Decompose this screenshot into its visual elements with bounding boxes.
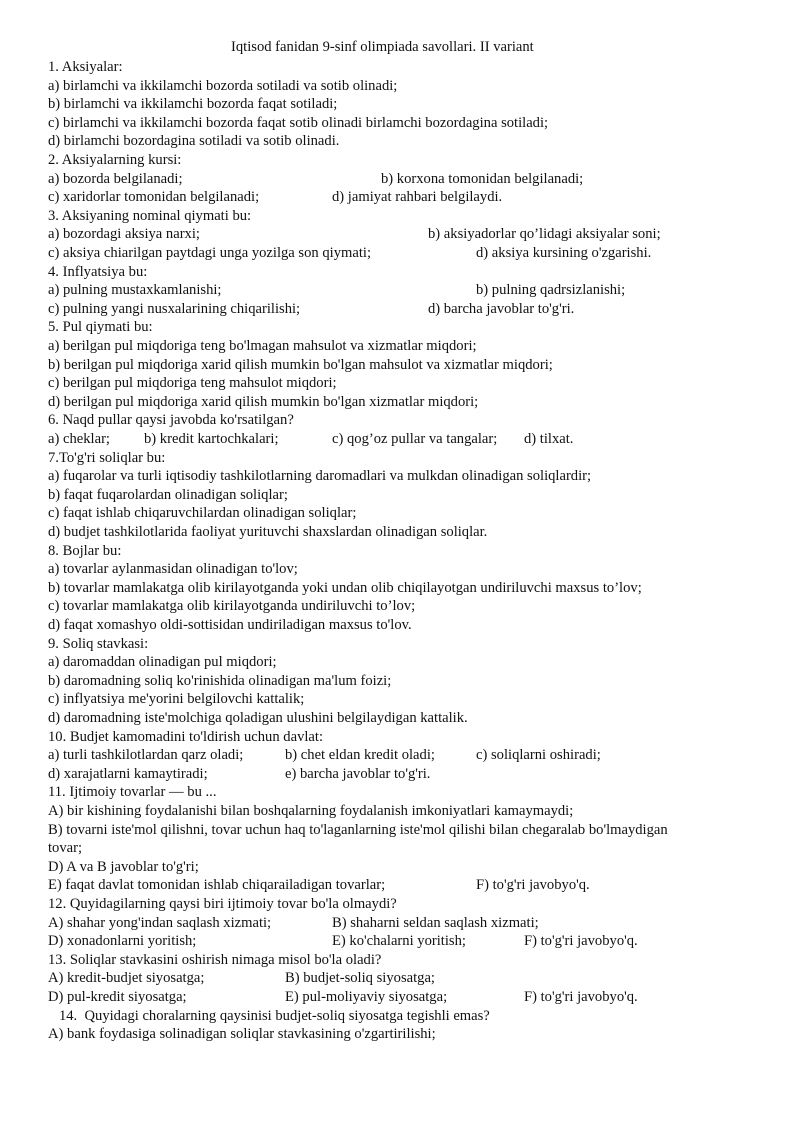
option-12e: E) ko'chalarni yoritish; xyxy=(332,933,466,950)
option-3b: b) aksiyadorlar qo’lidagi aksiyalar soni; xyxy=(428,226,661,243)
options-11ef xyxy=(48,876,760,895)
option-12d: D) xonadonlarni yoritish; xyxy=(48,933,197,950)
option-12b: B) shaharni seldan saqlash xizmati; xyxy=(332,914,539,931)
option-9a xyxy=(48,653,760,672)
option-1a xyxy=(48,77,760,96)
option-7c xyxy=(48,504,760,523)
option-text: a) birlamchi va ikkilamchi bozorda sotiladi va sotib olinadi; xyxy=(48,77,398,94)
option-10c: c) soliqlarni oshiradi; xyxy=(476,747,601,764)
question-6 xyxy=(48,411,760,430)
options-13def xyxy=(48,988,760,1007)
option-text: a) berilgan pul miqdoriga teng bo'lmagan mahsulot va xizmatlar miqdori; xyxy=(48,338,477,354)
option-2b: b) korxona tomonidan belgilanadi; xyxy=(381,170,584,187)
question-7 xyxy=(48,449,760,468)
option-9b xyxy=(48,672,760,691)
option-5a xyxy=(48,337,760,356)
option-text: a) fuqarolar va turli iqtisodiy tashkilotlarning daromadlari va mulkdan olinadigan soliqlardir; xyxy=(48,468,592,485)
option-11b-line2 xyxy=(48,839,760,858)
options-3ab xyxy=(48,225,760,244)
options-2cd xyxy=(48,188,760,207)
options-3cd xyxy=(48,244,760,263)
option-3d: d) aksiya kursining o'zgarishi. xyxy=(476,245,652,261)
option-4b: b) pulning qadrsizlanishi; xyxy=(476,282,626,299)
option-text: tovar; xyxy=(48,840,83,857)
option-13f: F) to'g'ri javobyo'q. xyxy=(524,989,638,1005)
document-title: Iqtisod fanidan 9-sinf olimpiada savollari. II variant xyxy=(231,39,534,55)
option-6a: a) cheklar; xyxy=(48,431,110,447)
option-11f: F) to'g'ri javobyo'q. xyxy=(476,877,590,894)
option-13e: E) pul-moliyaviy siyosatga; xyxy=(285,989,448,1005)
options-6 xyxy=(48,430,760,449)
option-6b: b) kredit kartochkalari; xyxy=(144,431,279,447)
option-12f: F) to'g'ri javobyo'q. xyxy=(524,933,638,950)
option-text: c) birlamchi va ikkilamchi bozorda faqat sotib olinadi birlamchi bozordagina sotiladi; xyxy=(48,114,549,131)
question-9 xyxy=(48,635,760,654)
option-3c: c) aksiya chiarilgan paytdagi unga yozilga son qiymati; xyxy=(48,245,371,261)
option-text: b) faqat fuqarolardan olinadigan soliqlar; xyxy=(48,486,288,503)
option-2c: c) xaridorlar tomonidan belgilanadi; xyxy=(48,189,260,206)
question-4 xyxy=(48,263,760,282)
option-text: c) inflyatsiya me'yorini belgilovchi kattalik; xyxy=(48,691,305,708)
option-text: A) bir kishining foydalanishi bilan boshqalarning foydalanish imkoniyatlari kamaymaydi; xyxy=(48,803,574,819)
option-text: d) daromadning iste'molchiga qoladigan ulushini belgilaydigan kattalik. xyxy=(48,710,468,726)
question-text: 4. Inflyatsiya bu: xyxy=(48,263,148,280)
option-text: b) tovarlar mamlakatga olib kirilayotganda yoki undan olib chiqilayotgan undiriluvchi maxsus to’lov; xyxy=(48,579,642,596)
option-text: b) daromadning soliq ko'rinishida olinadigan ma'lum foizi; xyxy=(48,672,392,689)
question-text: 12. Quyidagilarning qaysi biri ijtimoiy tovar bo'la olmaydi? xyxy=(48,896,397,912)
option-1d xyxy=(48,132,760,151)
option-text: a) tovarlar aylanmasidan olinadigan to'lov; xyxy=(48,561,298,578)
option-7d xyxy=(48,523,760,542)
question-text: 1. Aksiyalar: xyxy=(48,59,123,75)
question-text: 5. Pul qiymati bu: xyxy=(48,319,153,336)
option-10e: e) barcha javoblar to'g'ri. xyxy=(285,765,431,782)
option-8b xyxy=(48,579,760,598)
option-9c xyxy=(48,690,760,709)
options-2ab xyxy=(48,170,760,189)
question-8 xyxy=(48,542,760,561)
question-2 xyxy=(48,151,760,170)
option-text: c) tovarlar mamlakatga olib kirilayotganda undiriluvchi to’lov; xyxy=(48,598,416,615)
options-10abc xyxy=(48,746,760,765)
option-7b xyxy=(48,486,760,505)
option-8a xyxy=(48,560,760,579)
question-10 xyxy=(48,728,760,747)
option-13d: D) pul-kredit siyosatga; xyxy=(48,989,187,1005)
question-text: 2. Aksiyalarning kursi: xyxy=(48,152,182,168)
option-text: d) faqat xomashyo oldi-sottisidan undiriladigan maxsus to'lov. xyxy=(48,617,412,633)
question-text: 8. Bojlar bu: xyxy=(48,542,122,559)
option-11a xyxy=(48,802,760,821)
option-text: c) faqat ishlab chiqaruvchilardan olinadigan soliqlar; xyxy=(48,505,357,522)
question-1 xyxy=(48,58,760,77)
options-10de xyxy=(48,765,760,784)
option-12a: A) shahar yong'indan saqlash xizmati; xyxy=(48,914,272,931)
question-14 xyxy=(48,1007,760,1026)
option-13b: B) budjet-soliq siyosatga; xyxy=(285,970,435,987)
option-11b-line1 xyxy=(48,821,760,840)
option-5b xyxy=(48,356,760,375)
options-13ab xyxy=(48,969,760,988)
option-2a: a) bozorda belgilanadi; xyxy=(48,170,183,187)
question-text: 14. Quyidagi choralarning qaysinisi budjet-soliq siyosatga tegishli emas? xyxy=(48,1007,490,1024)
option-4a: a) pulning mustaxkamlanishi; xyxy=(48,282,222,299)
option-6d: d) tilxat. xyxy=(524,431,574,447)
question-text: 9. Soliq stavkasi: xyxy=(48,635,149,652)
question-5 xyxy=(48,318,760,337)
option-14a xyxy=(48,1025,760,1044)
options-12def xyxy=(48,932,760,951)
question-text: 3. Aksiyaning nominal qiymati bu: xyxy=(48,207,252,224)
option-5d xyxy=(48,393,760,412)
option-7a xyxy=(48,467,760,486)
option-13a: A) kredit-budjet siyosatga; xyxy=(48,970,205,987)
option-8c xyxy=(48,597,760,616)
option-4d: d) barcha javoblar to'g'ri. xyxy=(428,300,575,317)
option-1b xyxy=(48,95,760,114)
option-text: d) budjet tashkilotlarida faoliyat yurituvchi shaxslardan olinadigan soliqlar. xyxy=(48,524,488,540)
question-3 xyxy=(48,207,760,226)
option-text: D) A va B javoblar to'g'ri; xyxy=(48,858,199,875)
question-text: 10. Budjet kamomadini to'ldirish uchun davlat: xyxy=(48,728,324,745)
document-title-line xyxy=(48,38,760,57)
option-2d: d) jamiyat rahbari belgilaydi. xyxy=(332,189,503,206)
option-11d xyxy=(48,858,760,877)
option-8d xyxy=(48,616,760,635)
options-4ab xyxy=(48,281,760,300)
option-text: c) berilgan pul miqdoriga teng mahsulot miqdori; xyxy=(48,375,337,392)
options-12ab xyxy=(48,914,760,933)
option-10b: b) chet eldan kredit oladi; xyxy=(285,747,435,764)
question-text: 6. Naqd pullar qaysi javobda ko'rsatilgan? xyxy=(48,412,294,429)
question-11 xyxy=(48,783,760,802)
option-10d: d) xarajatlarni kamaytiradi; xyxy=(48,765,208,782)
option-10a: a) turli tashkilotlardan qarz oladi; xyxy=(48,747,244,764)
option-text: b) birlamchi va ikkilamchi bozorda faqat sotiladi; xyxy=(48,96,338,113)
option-text: A) bank foydasiga solinadigan soliqlar stavkasining o'zgartirilishi; xyxy=(48,1026,436,1043)
question-text: 11. Ijtimoiy tovarlar — bu ... xyxy=(48,784,217,801)
option-text: d) berilgan pul miqdoriga xarid qilish mumkin bo'lgan xizmatlar miqdori; xyxy=(48,393,479,410)
option-text: B) tovarni iste'mol qilishni, tovar uchun haq to'laganlarning iste'mol qilishi bilan chegaralab bo'lmaydigan xyxy=(48,821,668,838)
options-4cd xyxy=(48,300,760,319)
question-12 xyxy=(48,895,760,914)
option-11e: E) faqat davlat tomonidan ishlab chiqarailadigan tovarlar; xyxy=(48,877,386,894)
option-text: b) berilgan pul miqdoriga xarid qilish mumkin bo'lgan mahsulot va xizmatlar miqdori; xyxy=(48,356,553,373)
option-text: d) birlamchi bozordagina sotiladi va sotib olinadi. xyxy=(48,133,340,150)
option-5c xyxy=(48,374,760,393)
question-text: 7.To'g'ri soliqlar bu: xyxy=(48,449,166,466)
question-text: 13. Soliqlar stavkasini oshirish nimaga misol bo'la oladi? xyxy=(48,951,382,968)
option-1c xyxy=(48,114,760,133)
option-4c: c) pulning yangi nusxalarining chiqarilishi; xyxy=(48,300,301,317)
option-6c: c) qog’oz pullar va tangalar; xyxy=(332,431,498,447)
option-9d xyxy=(48,709,760,728)
option-3a: a) bozordagi aksiya narxi; xyxy=(48,226,200,243)
question-13 xyxy=(48,951,760,970)
option-text: a) daromaddan olinadigan pul miqdori; xyxy=(48,654,277,671)
